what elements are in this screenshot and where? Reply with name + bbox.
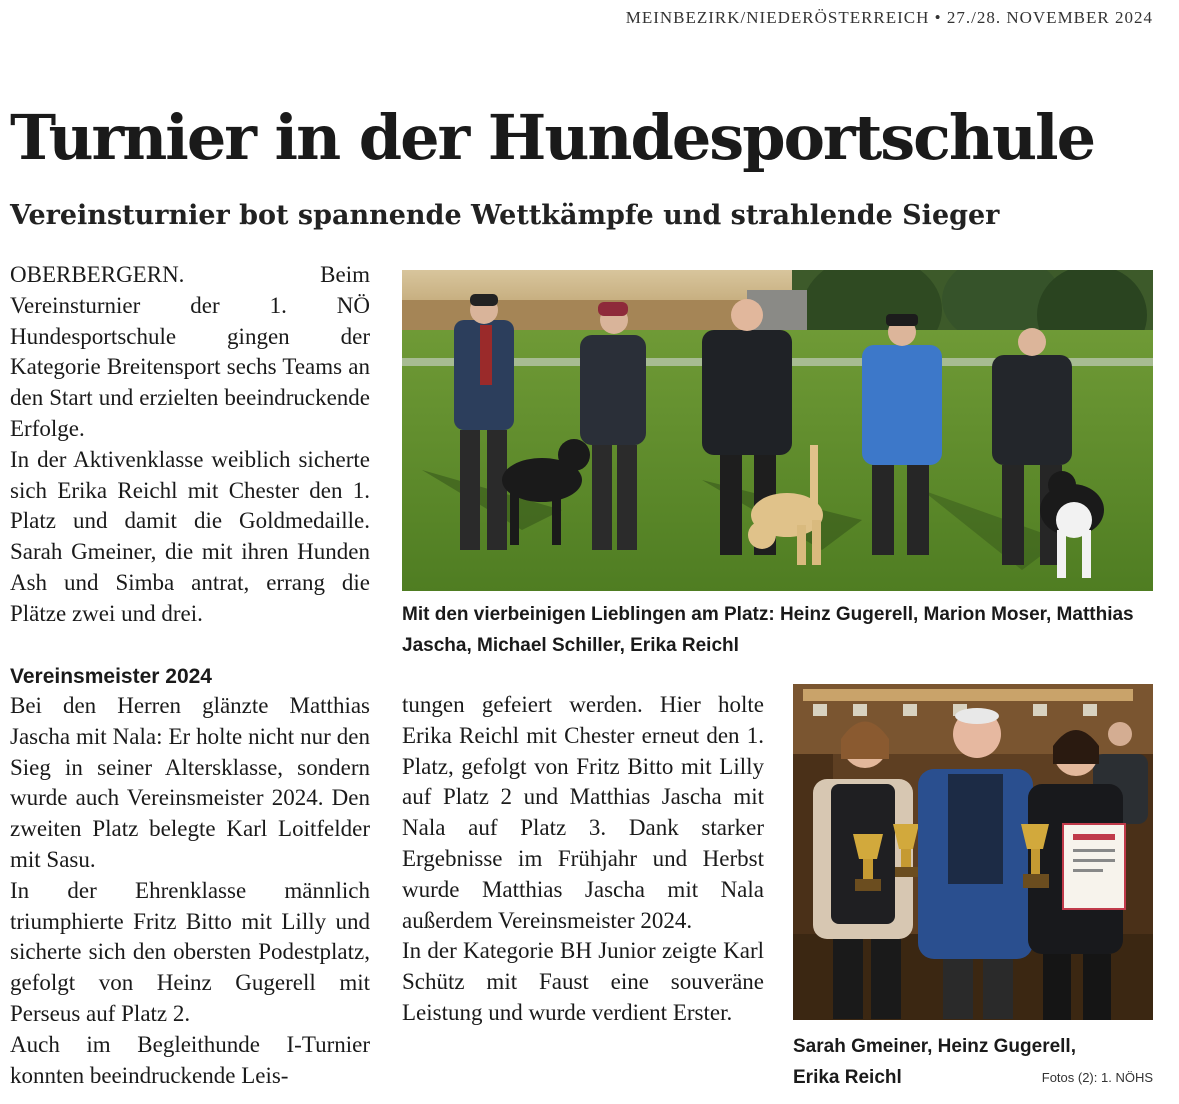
column-left-top: [10, 260, 370, 630]
section-heading: Vereinsmeister 2024: [10, 665, 212, 688]
photo-trophy-winners-image: [793, 684, 1153, 1020]
photo-trophy-winners: [793, 684, 1153, 1020]
photo-caption-1: Mit den vierbeinigen Lieblingen am Platz: Heinz Gugerell, Marion Moser, Matthias Jascha, Michael Schiller, Erika Reichl: [402, 604, 1134, 656]
header-line: MEINBEZIRK/NIEDERÖSTERREICH • 27./28. NOVEMBER 2024: [625, 8, 1153, 27]
section-paragraph-3: Auch im Begleithunde I-Turnier konnten beeindruckende Leis-: [10, 1031, 370, 1088]
mid-paragraph-1: tungen gefeiert werden. Hier holte Erika Reichl mit Chester erneut den 1. Platz, gefolgt von Fritz Bitto mit Lilly auf Platz 2 und Matthias Jascha mit Nala auf Platz 3. Dank starker Ergebnisse im Frühjahr und Herbst wurde Matthias Jascha mit Nala außerdem Vereinsmeister 2024.: [402, 692, 764, 933]
column-left-bottom: [10, 663, 370, 1091]
column-middle: [402, 690, 764, 1029]
mid-paragraph-2: In der Kategorie BH Junior zeigte Karl Schütz mit Faust eine souveräne Leistung und wurde verdient Erster.: [402, 938, 764, 1025]
photo-credit: Fotos (2): 1. NÖHS: [1041, 1070, 1153, 1085]
photo-caption-2: Sarah Gmeiner, Heinz Gugerell, Erika Reichl: [793, 1036, 1076, 1088]
headline: Turnier in der Hundesportschule: [10, 101, 1095, 174]
intro-paragraph-1: OBERBERGERN. Beim Vereinsturnier der 1. NÖ Hundesportschule gingen der Kategorie Breitensport sechs Teams an den Start und erzielten beeindruckende Erfolge.: [10, 262, 370, 441]
photo-group-outdoor: [402, 270, 1153, 591]
section-paragraph-1: Bei den Herren glänzte Matthias Jascha mit Nala: Er holte nicht nur den Sieg in seiner Altersklasse, sondern wurde auch Vereinsmeister 2024. Den zweiten Platz belegte Karl Loitfelder mit Sasu.: [10, 693, 370, 872]
section-paragraph-2: In der Ehrenklasse männlich triumphierte Fritz Bitto mit Lilly und sicherte sich den obersten Podestplatz, gefolgt von Heinz Gugerell mit Perseus auf Platz 2.: [10, 877, 370, 1026]
intro-paragraph-2: In der Aktivenklasse weiblich sicherte sich Erika Reichl mit Chester den 1. Platz und damit die Goldmedaille. Sarah Gmeiner, die mit ihren Hunden Ash und Simba antrat, errang die Plätze zwei und drei.: [10, 446, 370, 626]
photo-group-outdoor-image: [402, 270, 1153, 591]
subheadline: Vereinsturnier bot spannende Wettkämpfe und strahlende Sieger: [10, 200, 1000, 231]
